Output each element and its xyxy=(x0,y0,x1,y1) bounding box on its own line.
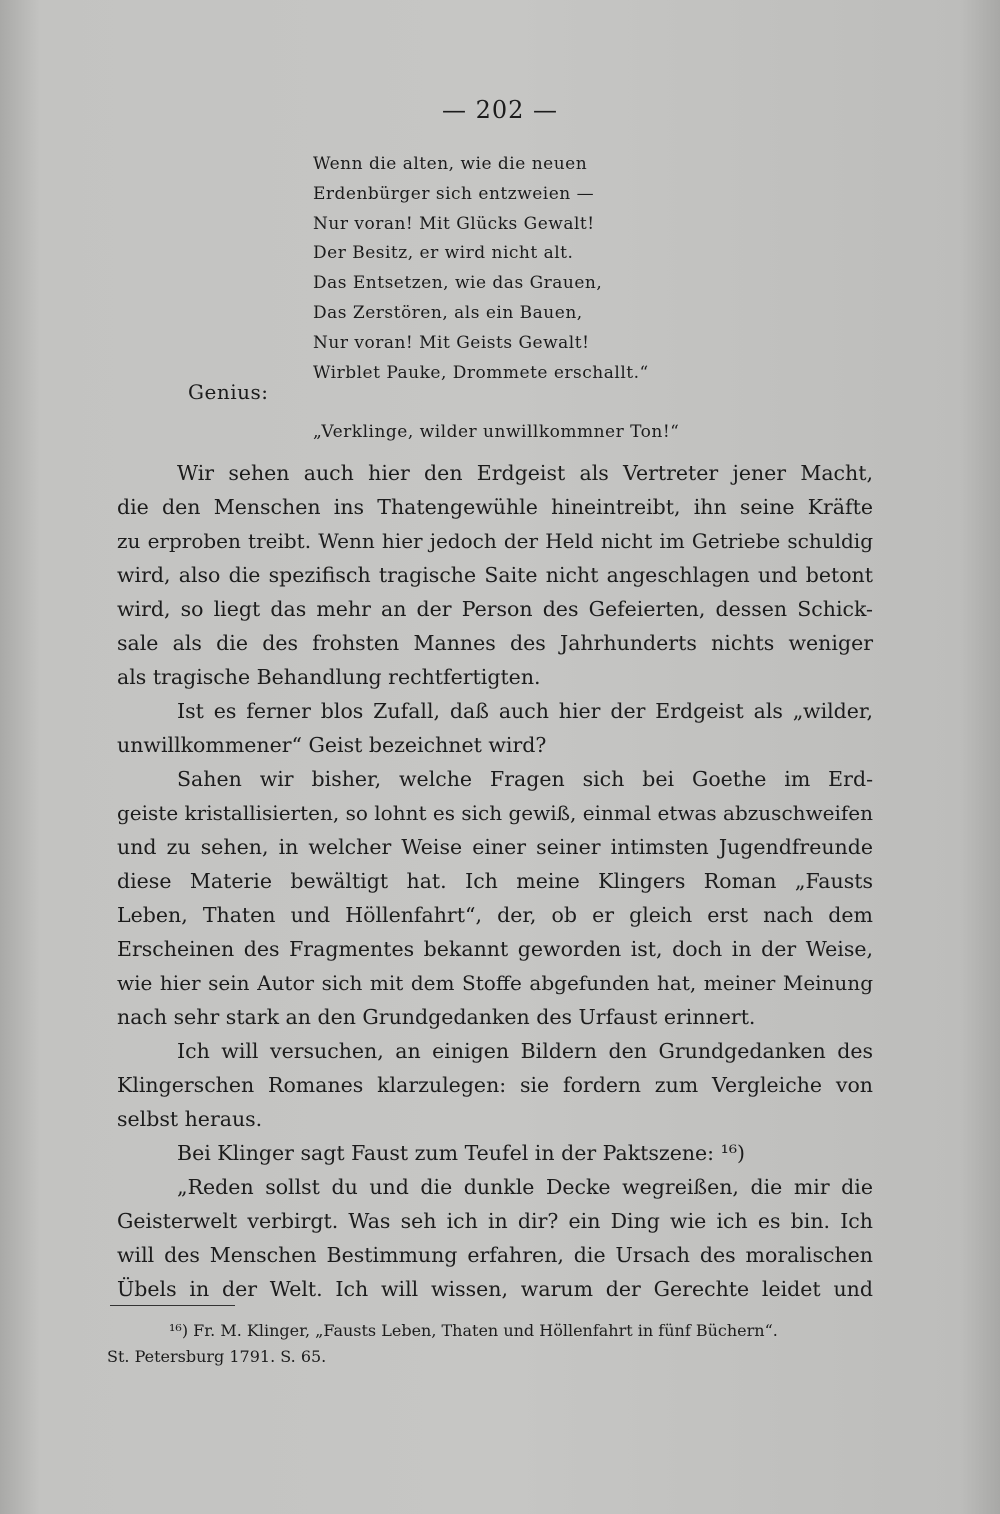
text-line: und zu sehen, in welcher Weise einer seiner intimsten Jugendfreunde xyxy=(117,835,873,859)
text-line: diese Materie bewältigt hat. Ich meine Klingers Roman „Fausts xyxy=(117,869,873,893)
verse-block xyxy=(313,150,649,388)
body-text xyxy=(117,456,873,1306)
verse-line: Wirblet Pauke, Drommete erschallt.“ xyxy=(313,362,649,383)
text-line: wie hier sein Autor sich mit dem Stoffe abgefunden hat, meiner Meinung xyxy=(117,971,873,995)
paragraph xyxy=(117,762,873,1034)
verse-line: Das Entsetzen, wie das Grauen, xyxy=(313,273,603,294)
text-line: sale als die des frohsten Mannes des Jahrhunderts nichts weniger xyxy=(117,631,873,655)
text-line: wird, so liegt das mehr an der Person des Gefeierten, dessen Schick- xyxy=(117,597,873,621)
paragraph xyxy=(117,456,873,694)
text-line: Ich will versuchen, an einigen Bildern den Grundgedanken des xyxy=(177,1039,873,1063)
verse-line: Wenn die alten, wie die neuen xyxy=(313,154,588,174)
verse-line: Der Besitz, er wird nicht alt. xyxy=(313,243,574,264)
verse-line: Erdenbürger sich entzweien — xyxy=(313,183,595,204)
paragraph xyxy=(117,1136,873,1170)
paragraph xyxy=(117,1034,873,1136)
text-line: geiste kristallisierten, so lohnt es sich gewiß, einmal etwas abzuschweifen xyxy=(117,801,873,825)
text-line: „Reden sollst du und die dunkle Decke wegreißen, die mir die xyxy=(177,1175,873,1199)
speaker-label: Genius: xyxy=(188,380,269,404)
text-line: Klingerschen Romanes klarzulegen: sie fordern zum Vergleiche von xyxy=(117,1073,873,1097)
footnote-line: St. Petersburg 1791. S. 65. xyxy=(107,1347,327,1366)
text-line: Erscheinen des Fragmentes bekannt geworden ist, doch in der Weise, xyxy=(117,937,873,961)
text-line: die den Menschen ins Thatengewühle hineintreibt, ihn seine Kräfte xyxy=(117,495,873,519)
text-line: will des Menschen Bestimmung erfahren, die Ursach des moralischen xyxy=(117,1243,873,1267)
page-number: — 202 — xyxy=(441,96,559,124)
text-line: Geisterwelt verbirgt. Was seh ich in dir? ein Ding wie ich es bin. Ich xyxy=(117,1209,873,1233)
verse-line: Nur voran! Mit Geists Gewalt! xyxy=(313,332,590,353)
text-line: Sahen wir bisher, welche Fragen sich bei Goethe im Erd- xyxy=(177,767,873,791)
text-line: zu erproben treibt. Wenn hier jedoch der Held nicht im Getriebe schuldig xyxy=(117,529,873,553)
speaker-line: „Verklinge, wilder unwillkommner Ton!“ xyxy=(313,422,680,442)
paragraph xyxy=(117,1170,873,1306)
footnote xyxy=(107,1318,867,1370)
text-line: Ist es ferner blos Zufall, daß auch hier der Erdgeist als „wilder, xyxy=(177,699,873,723)
verse-line: Nur voran! Mit Glücks Gewalt! xyxy=(313,213,595,234)
text-line: wird, also die spezifisch tragische Saite nicht angeschlagen und betont xyxy=(117,563,873,587)
text-line: selbst heraus. xyxy=(117,1107,263,1131)
verse-line: Das Zerstören, als ein Bauen, xyxy=(313,302,583,323)
text-line: als tragische Behandlung rechtfertigten. xyxy=(117,665,541,689)
text-line: nach sehr stark an den Grundgedanken des Urfaust erinnert. xyxy=(117,1005,756,1029)
footnote-line: ¹⁶) Fr. M. Klinger, „Fausts Leben, Thaten und Höllenfahrt in fünf Büchern“. xyxy=(169,1321,778,1340)
text-line: Wir sehen auch hier den Erdgeist als Vertreter jener Macht, xyxy=(177,461,873,485)
text-line: unwillkommener“ Geist bezeichnet wird? xyxy=(117,733,547,757)
text-line: Leben, Thaten und Höllenfahrt“, der, ob er gleich erst nach dem xyxy=(117,903,873,927)
paragraph xyxy=(117,694,873,762)
text-line: Bei Klinger sagt Faust zum Teufel in der Paktszene: ¹⁶) xyxy=(177,1141,746,1165)
text-line: Übels in der Welt. Ich will wissen, warum der Gerechte leidet und xyxy=(117,1277,873,1301)
footnote-divider xyxy=(110,1305,235,1306)
